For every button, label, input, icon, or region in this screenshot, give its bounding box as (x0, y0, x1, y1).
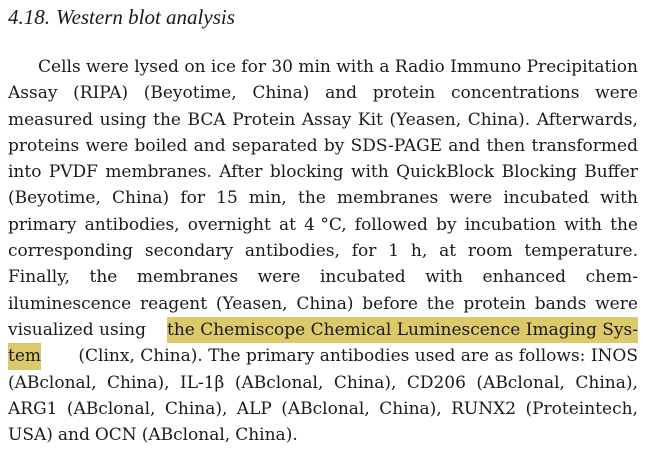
word: (ABclonal, (66, 398, 156, 419)
word: (ABclonal, (141, 425, 231, 446)
text-line (8, 291, 638, 317)
word: were (85, 135, 129, 156)
section-heading (8, 3, 235, 31)
word: and (448, 135, 481, 156)
text-line (8, 159, 638, 185)
word: proteins (8, 135, 80, 156)
word: and (325, 83, 358, 104)
word: with (425, 267, 463, 288)
text-segment: (Clinx, China). The primary antibodies used are as follows: INOS (78, 346, 638, 367)
word: CD206 (406, 372, 466, 393)
word: (Yeasen, (215, 293, 288, 314)
word: Protein (232, 109, 296, 130)
word: (Yeasen, (389, 109, 462, 130)
word: China) (252, 83, 310, 104)
text-line (8, 422, 638, 448)
word: China), (107, 372, 170, 393)
word: reagent (140, 293, 208, 314)
word: at (278, 214, 296, 235)
word: antibodies, (84, 214, 180, 235)
word: iluminescence (8, 293, 132, 314)
word: overnight (187, 214, 271, 235)
word: Assay (301, 109, 352, 130)
word: China), (575, 372, 638, 393)
word: Buffer (584, 162, 638, 183)
word: with (350, 162, 389, 183)
word: the (298, 188, 326, 209)
highlighted-text: the Chemiscope Chemical Luminescence Imaging Sys- (167, 317, 638, 343)
word: the (426, 293, 455, 314)
word: ALP (236, 398, 272, 419)
word: protein (463, 293, 526, 314)
word: were (595, 83, 638, 104)
word: separated (231, 135, 318, 156)
word: room (467, 241, 513, 262)
word: and (193, 135, 226, 156)
body-paragraph (8, 54, 638, 448)
word: with (336, 57, 375, 77)
word: Afterwards, (536, 109, 638, 130)
word: min, (248, 188, 287, 209)
word: China), (333, 372, 397, 393)
word: using (99, 109, 147, 130)
word: followed (354, 214, 428, 235)
word: RUNX2 (451, 398, 517, 419)
word: blocking (269, 162, 344, 183)
word: (ABclonal, (476, 372, 565, 393)
word: primary (8, 214, 77, 235)
word: membranes (136, 267, 239, 288)
word: Precipitation (526, 57, 638, 77)
word: were (86, 57, 129, 77)
word: by (323, 135, 345, 156)
word: (Proteintech, (525, 398, 638, 419)
text-line (8, 54, 638, 80)
text-line (8, 343, 638, 369)
word: incubation (464, 214, 557, 235)
word: IL-1β (179, 372, 225, 393)
section-number: 4.18. (8, 5, 50, 29)
text-line (8, 212, 638, 238)
word: corresponding (8, 241, 134, 262)
word: measured (8, 109, 94, 130)
word: membranes (337, 188, 439, 209)
text-line (8, 185, 638, 211)
word: Blocking (501, 162, 577, 183)
text-line (8, 80, 638, 106)
word: a (379, 57, 390, 77)
word: with (600, 188, 638, 209)
word: the (610, 214, 638, 235)
highlighted-text: tem (8, 343, 41, 369)
word: SDS-PAGE (350, 135, 443, 156)
word: the (153, 109, 181, 130)
word: h, (410, 241, 428, 262)
word: (ABclonal, (234, 372, 324, 393)
word: concentrations (450, 83, 580, 104)
word: were (257, 267, 301, 288)
word: with (564, 214, 602, 235)
text-line (8, 264, 638, 290)
word: PVDF (48, 162, 98, 183)
word: After (219, 162, 263, 183)
word: for (351, 241, 377, 262)
word: and (57, 425, 90, 446)
text-line (8, 133, 638, 159)
word: at (439, 241, 457, 262)
word: lysed (134, 57, 179, 77)
word: before (362, 293, 418, 314)
word: transformed (531, 135, 638, 156)
word: (ABclonal, (8, 372, 97, 393)
word: the (89, 267, 118, 288)
word: Radio (394, 57, 445, 77)
word: for (241, 57, 266, 77)
word: boiled (134, 135, 188, 156)
word: min (298, 57, 331, 77)
word: 1 (388, 241, 400, 262)
word: were (595, 293, 638, 314)
word: OCN (94, 425, 137, 446)
word: QuickBlock (396, 162, 495, 183)
word: Kit (357, 109, 383, 130)
word: China), (164, 398, 228, 419)
word: bands (534, 293, 587, 314)
word: BCA (187, 109, 226, 130)
word: 30 (271, 57, 293, 77)
word: China). (467, 109, 531, 130)
word: antibodies, (244, 241, 340, 262)
word: into (8, 162, 42, 183)
word: temperature. (524, 241, 638, 262)
word: China) (296, 293, 354, 314)
text-segment: visualized using (8, 319, 146, 340)
word: chem- (585, 267, 638, 288)
word: Finally, (8, 267, 70, 288)
word: China), (379, 398, 442, 419)
text-line (8, 396, 638, 422)
word: for (180, 188, 205, 209)
word: China). (235, 425, 298, 446)
word: on (184, 57, 206, 77)
word: (RIPA) (73, 83, 129, 104)
text-line (8, 370, 638, 396)
word: then (486, 135, 526, 156)
word: incubated (503, 188, 589, 209)
text-line (8, 107, 638, 133)
word: membranes. (105, 162, 212, 183)
word: by (436, 214, 457, 235)
word: (ABclonal, (281, 398, 370, 419)
word: enhanced (482, 267, 567, 288)
text-line (8, 238, 638, 264)
word: (Beyotime, (143, 83, 237, 104)
word: 15 (216, 188, 238, 209)
word: Assay (8, 83, 58, 104)
word: USA) (8, 425, 53, 446)
word: secondary (144, 241, 234, 262)
section-title: Western blot analysis (56, 5, 235, 29)
word: (Beyotime, (8, 188, 101, 209)
word: incubated (319, 267, 406, 288)
word: were (449, 188, 493, 209)
word: ice (210, 57, 236, 77)
text-line (8, 317, 638, 343)
word: Cells (38, 57, 81, 77)
word: ARG1 (8, 398, 58, 419)
word: 4 °C, (304, 214, 347, 235)
word: Immuno (450, 57, 522, 77)
word: protein (372, 83, 436, 104)
word: China) (112, 188, 170, 209)
